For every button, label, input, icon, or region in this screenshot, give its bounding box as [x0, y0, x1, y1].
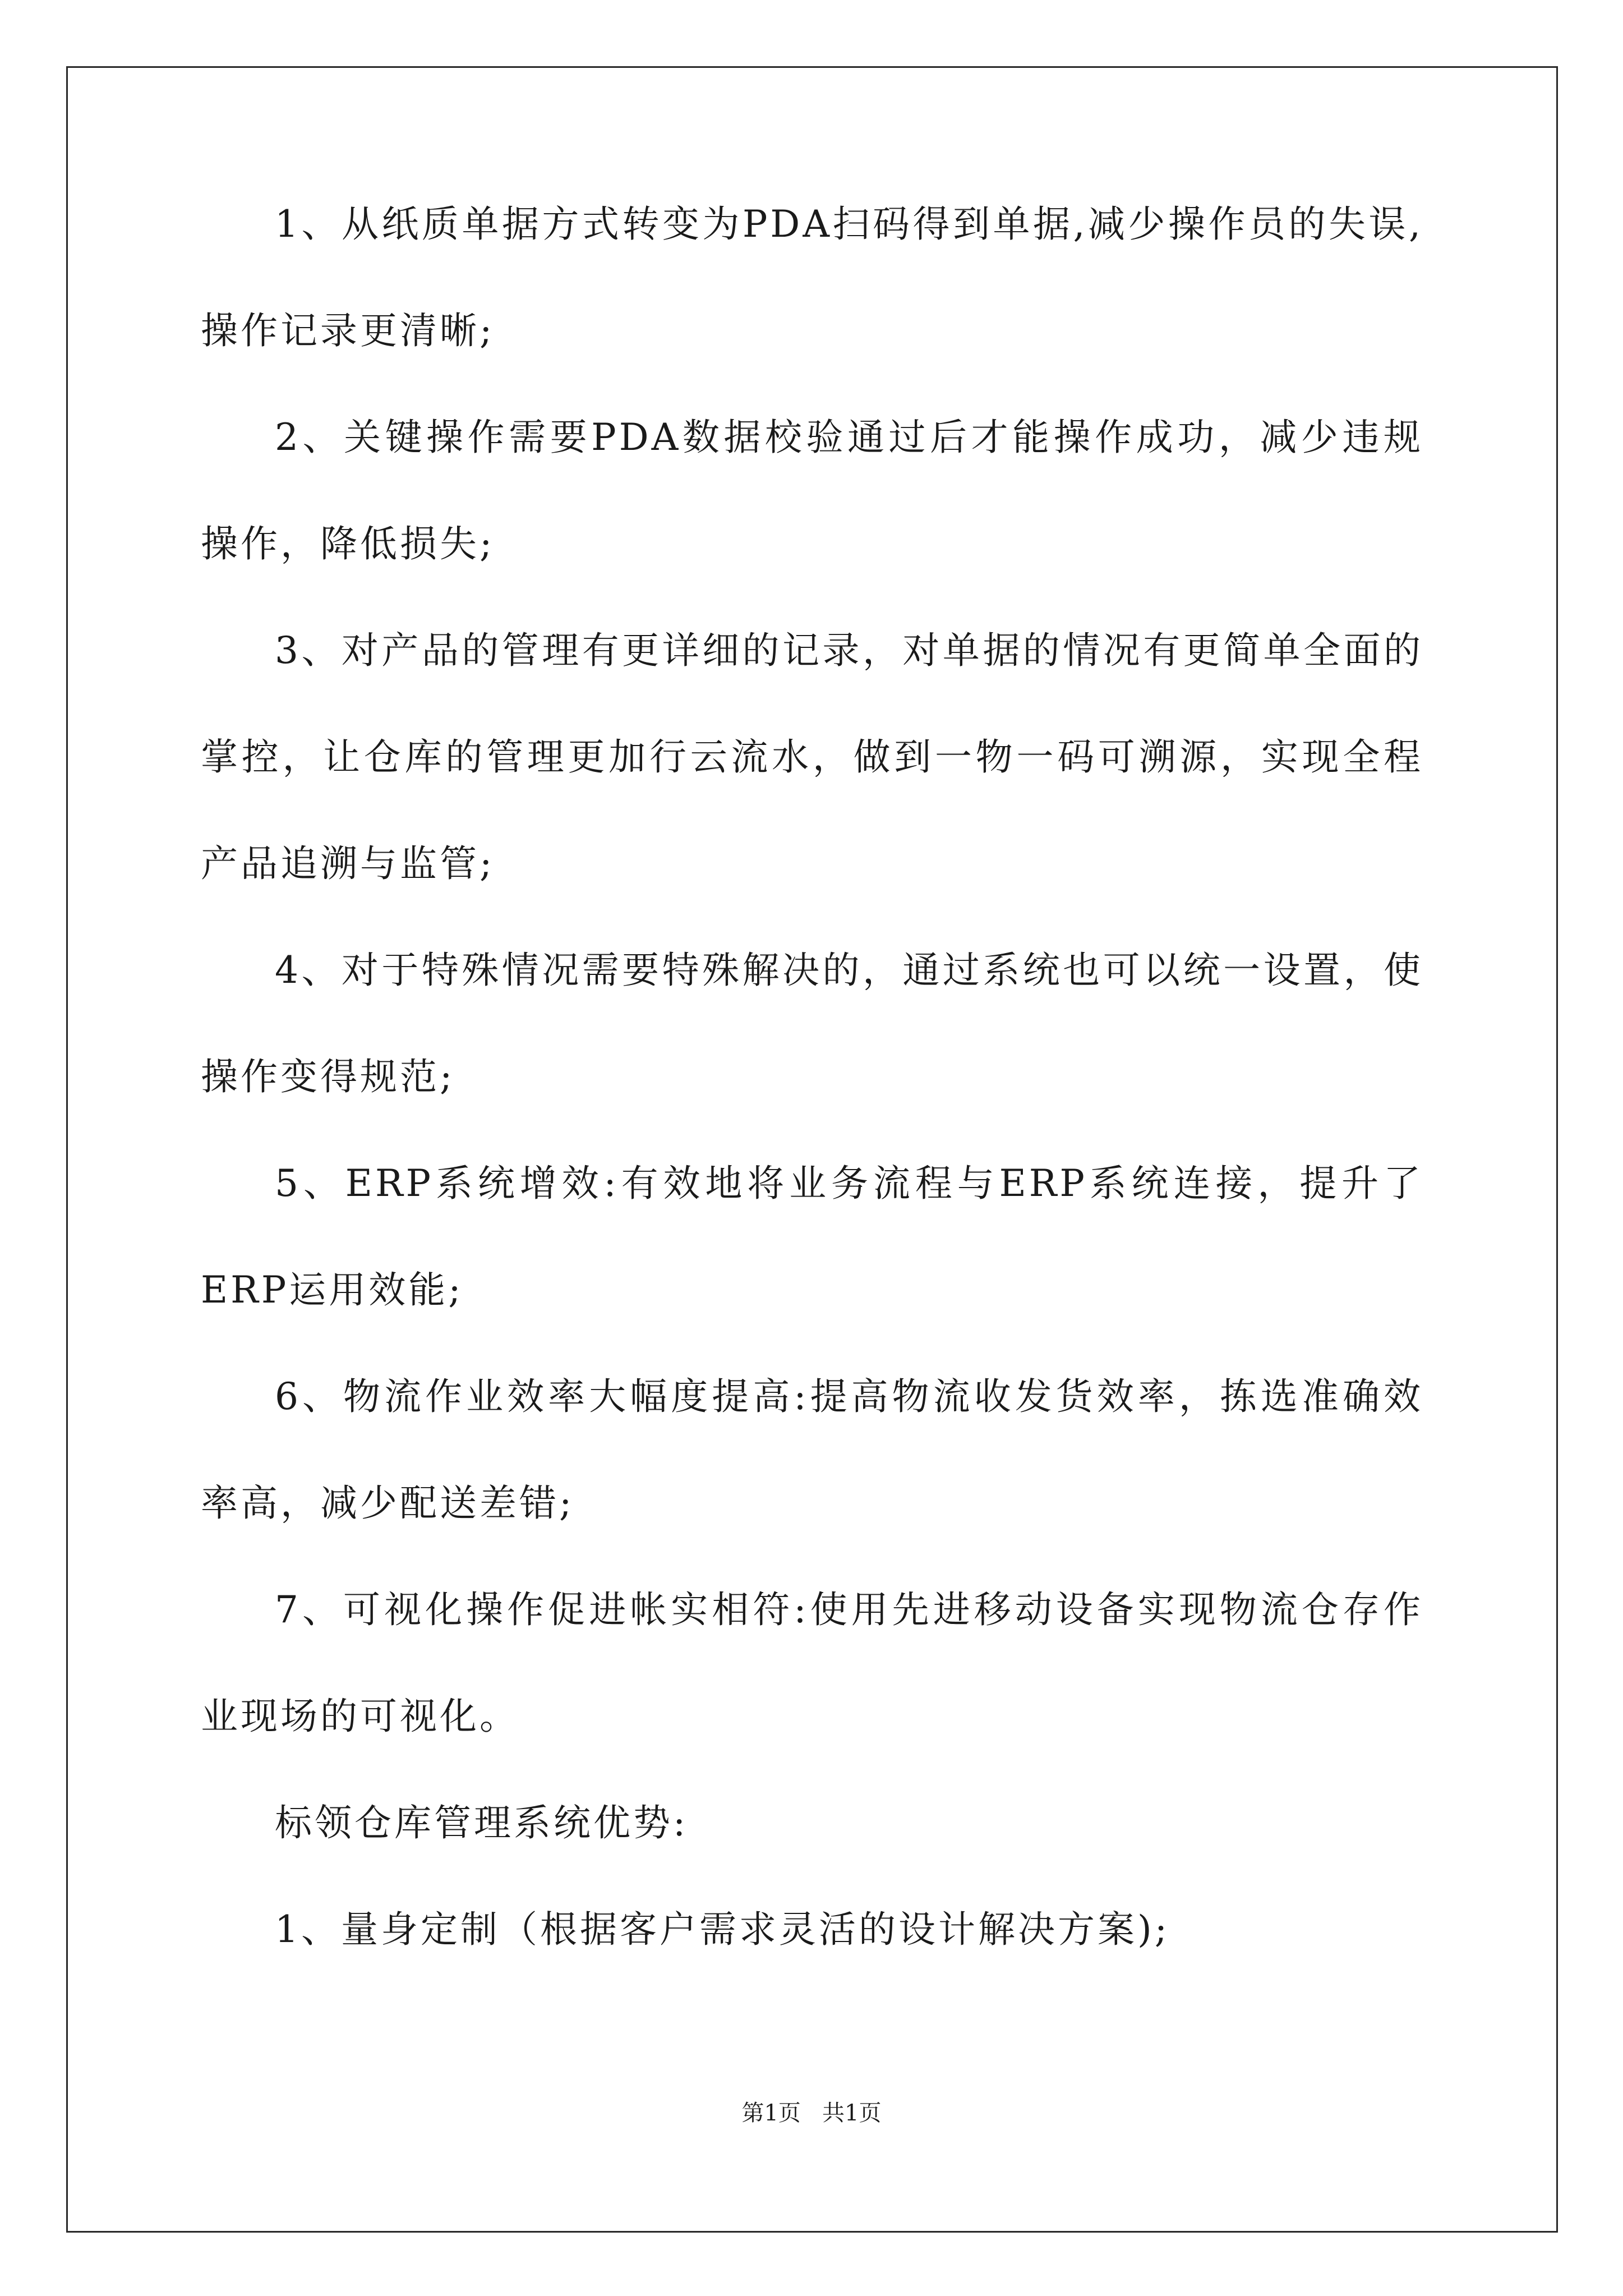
- paragraph-advantage-1: 1、量身定制（根据客户需求灵活的设计解决方案);: [275, 1908, 1170, 1951]
- section-heading: 标领仓库管理系统优势:: [275, 1801, 689, 1844]
- paragraph-5: 5、ERP系统增效:有效地将业务流程与ERP系统连接，提升了ERP运用效能;: [201, 1162, 1423, 1312]
- paragraph-4: 4、对于特殊情况需要特殊解决的，通过系统也可以统一设置，使操作变得规范;: [201, 949, 1423, 1098]
- page-footer: 第1页 共1页: [741, 2100, 882, 2126]
- paragraph-3: 3、对产品的管理有更详细的记录，对单据的情况有更简单全面的掌控，让仓库的管理更加行云流水，做到一物一码可溯源，实现全程产品追溯与监管;: [201, 629, 1423, 885]
- document-body: [201, 203, 1423, 1983]
- paragraph-7: 7、可视化操作促进帐实相符:使用先进移动设备实现物流仓存作业现场的可视化。: [201, 1588, 1423, 1738]
- paragraph-2: 2、关键操作需要PDA数据校验通过后才能操作成功，减少违规操作，降低损失;: [201, 416, 1423, 565]
- paragraph-1: 1、从纸质单据方式转变为PDA扫码得到单据,减少操作员的失误,操作记录更清晰;: [201, 203, 1423, 352]
- paragraph-6: 6、物流作业效率大幅度提高:提高物流收发货效率，拣选准确效率高，减少配送差错;: [201, 1375, 1423, 1525]
